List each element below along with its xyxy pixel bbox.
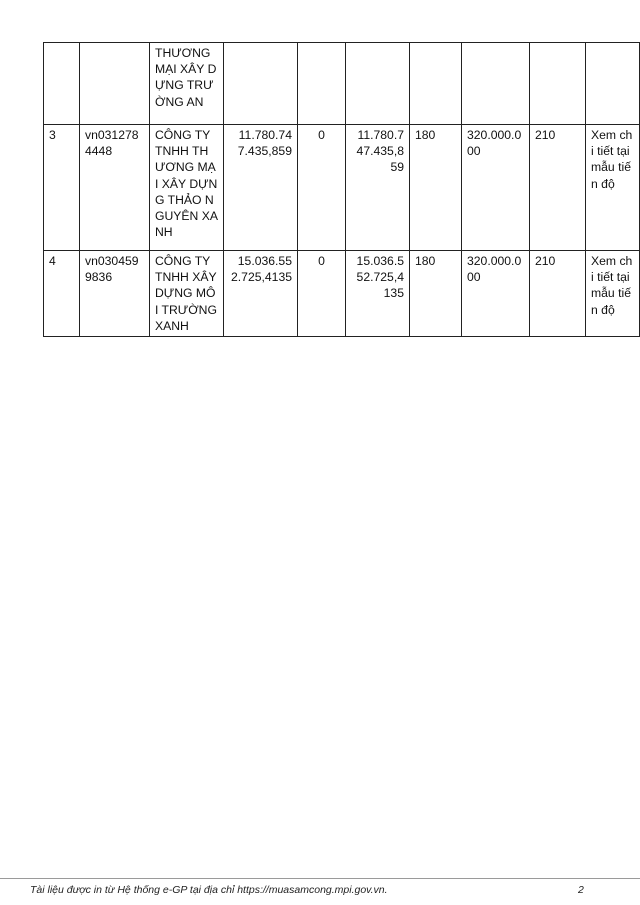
table-body [44, 43, 640, 337]
cell-no [44, 43, 80, 125]
table-row [44, 125, 640, 251]
cell-note: Xem chi tiết tại mẫu tiến độ [586, 251, 640, 337]
cell-note [586, 43, 640, 125]
cell-validity [410, 43, 462, 125]
footer-divider [0, 878, 640, 879]
cell-bid-price: 15.036.552.725,4135 [224, 251, 298, 337]
cell-no: 4 [44, 251, 80, 337]
cell-price-after-discount [346, 43, 410, 125]
cell-note: Xem chi tiết tại mẫu tiến độ [586, 125, 640, 251]
cell-code: vn0304599836 [80, 251, 150, 337]
cell-code: vn0312784448 [80, 125, 150, 251]
cell-no: 3 [44, 125, 80, 251]
cell-guarantee: 320.000.000 [462, 251, 530, 337]
cell-discount: 0 [298, 251, 346, 337]
cell-duration [530, 43, 586, 125]
cell-duration: 210 [530, 251, 586, 337]
table-row [44, 43, 640, 125]
cell-price-after-discount: 11.780.747.435,859 [346, 125, 410, 251]
cell-company-name: CÔNG TY TNHH XÂY DỰNG MÔI TRƯỜNG XANH [150, 251, 224, 337]
cell-company-name: CÔNG TY TNHH THƯƠNG MẠI XÂY DỰNG THẢO NGUYÊN XANH [150, 125, 224, 251]
cell-guarantee: 320.000.000 [462, 125, 530, 251]
cell-bid-price [224, 43, 298, 125]
cell-discount [298, 43, 346, 125]
cell-duration: 210 [530, 125, 586, 251]
bidder-table [43, 42, 640, 337]
cell-bid-price: 11.780.747.435,859 [224, 125, 298, 251]
cell-code [80, 43, 150, 125]
cell-price-after-discount: 15.036.552.725,4135 [346, 251, 410, 337]
footer-source-text: Tài liệu được in từ Hệ thống e-GP tại địa chỉ https://muasamcong.mpi.gov.vn. [30, 884, 388, 896]
cell-validity: 180 [410, 125, 462, 251]
cell-guarantee [462, 43, 530, 125]
cell-validity: 180 [410, 251, 462, 337]
table-row [44, 251, 640, 337]
cell-discount: 0 [298, 125, 346, 251]
cell-company-name: THƯƠNG MẠI XÂY DỰNG TRƯỜNG AN [150, 43, 224, 125]
page-number: 2 [578, 884, 584, 896]
